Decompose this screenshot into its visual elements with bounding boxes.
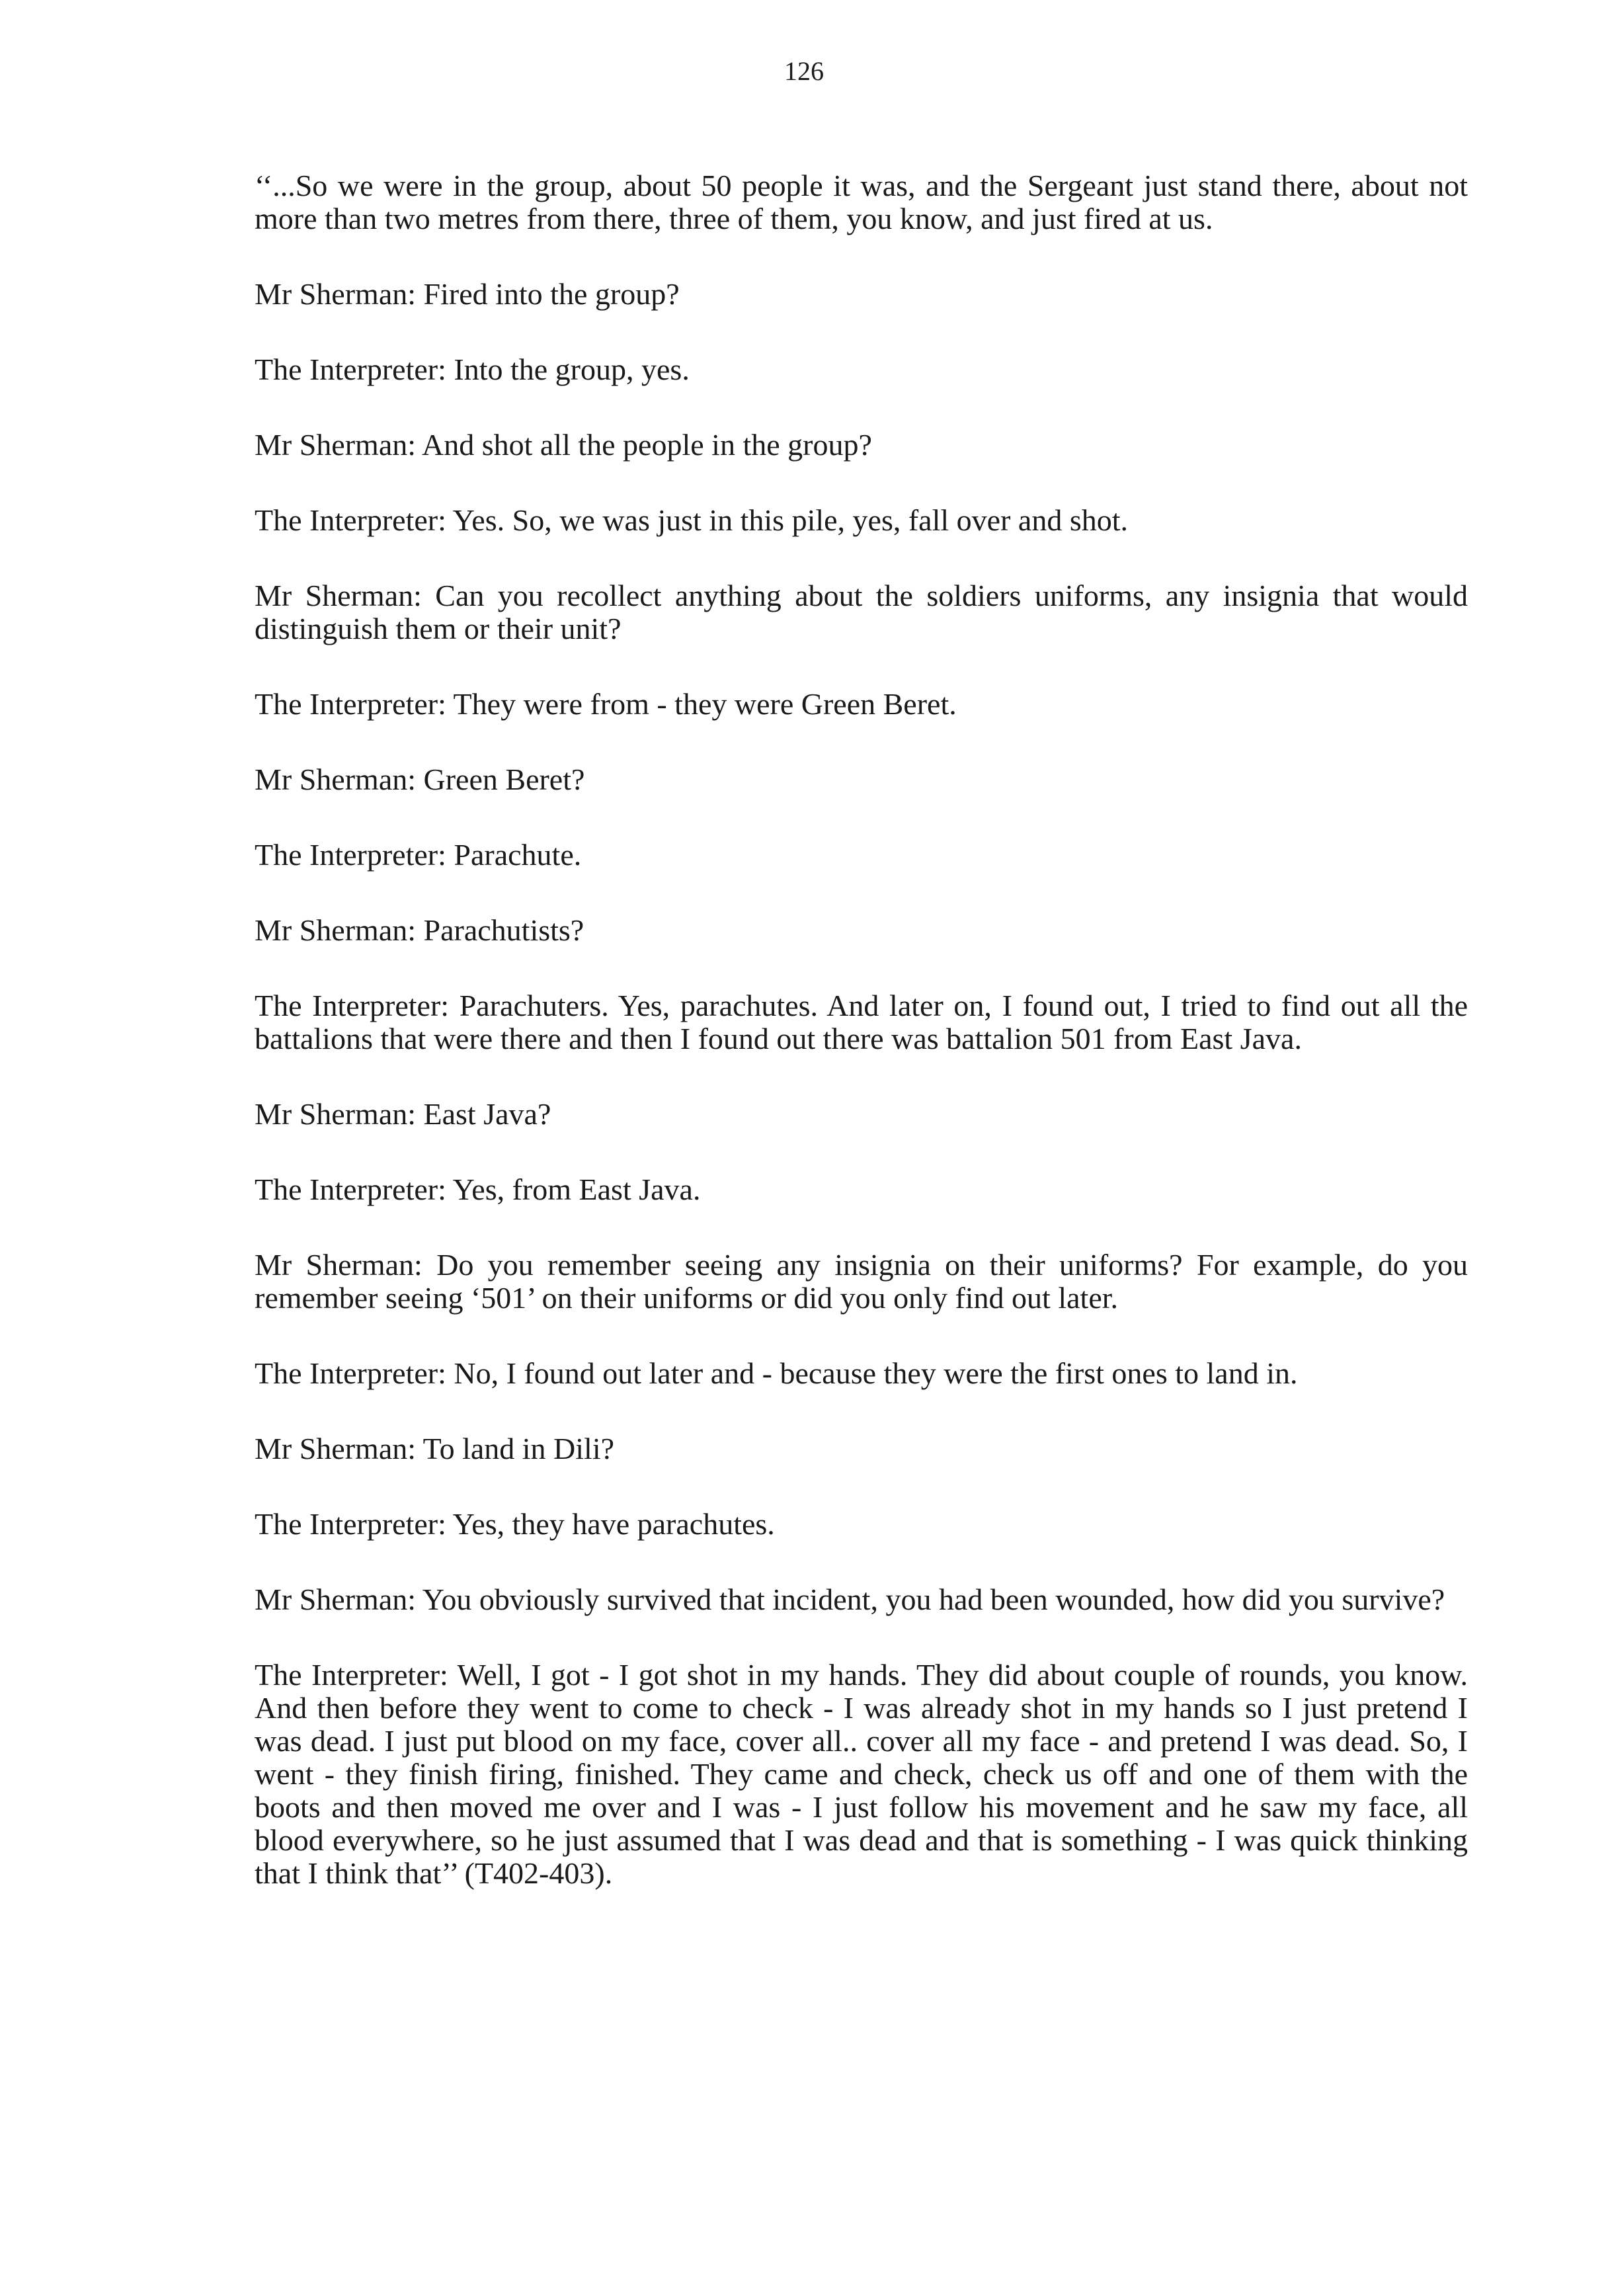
paragraph-interpreter-answer: The Interpreter: Into the group, yes. (255, 352, 690, 386)
paragraph-sherman-question: Mr Sherman: Green Beret? (255, 762, 585, 796)
transcript-body (255, 169, 1468, 1932)
paragraph-interpreter-answer: The Interpreter: They were from - they were Green Beret. (255, 687, 957, 721)
paragraph-interpreter-answer: The Interpreter: No, I found out later and - because they were the first ones to land in. (255, 1356, 1298, 1390)
paragraph-quote-opening: ‘‘...So we were in the group, about 50 people it was, and the Sergeant just stand there, about not more than two metres from there, three of them, you know, and just fired at us. (255, 169, 1468, 235)
paragraph-interpreter-answer-closing: The Interpreter: Well, I got - I got shot in my hands. They did about couple of rounds, you know. And then before they went to come to check - I was already shot in my hands so I just pretend I was dead. I just put blood on my face, cover all.. cover all my face - and pretend I was dead. So, I went - they finish firing, finished. They came and check, check us off and one of them with the boots and then moved me over and I was - I just follow his movement and he saw my face, all blood everywhere, so he just assumed that I was dead and that is something - I was quick thinking that I think that’’ (T402-403). (255, 1658, 1468, 1890)
paragraph-sherman-question: Mr Sherman: And shot all the people in the group? (255, 428, 872, 462)
paragraph-sherman-question: Mr Sherman: Fired into the group? (255, 277, 680, 311)
paragraph-interpreter-answer: The Interpreter: Yes, from East Java. (255, 1172, 701, 1206)
paragraph-interpreter-answer: The Interpreter: Parachuters. Yes, parachutes. And later on, I found out, I tried to find out all the battalions that were there and then I found out there was battalion 501 from East Java. (255, 989, 1468, 1055)
paragraph-interpreter-answer: The Interpreter: Yes, they have parachutes. (255, 1507, 775, 1541)
paragraph-interpreter-answer: The Interpreter: Yes. So, we was just in this pile, yes, fall over and shot. (255, 503, 1128, 537)
paragraph-sherman-question: Mr Sherman: To land in Dili? (255, 1432, 615, 1465)
paragraph-sherman-question: Mr Sherman: East Java? (255, 1097, 551, 1131)
page-number: 126 (784, 56, 824, 86)
paragraph-sherman-question: Mr Sherman: Can you recollect anything about the soldiers uniforms, any insignia that would distinguish them or their unit? (255, 579, 1468, 645)
paragraph-sherman-question: Mr Sherman: Do you remember seeing any insignia on their uniforms? For example, do you remember seeing ‘501’ on their uniforms or did you only find out later. (255, 1248, 1468, 1315)
paragraph-interpreter-answer: The Interpreter: Parachute. (255, 838, 582, 872)
paragraph-sherman-question: Mr Sherman: You obviously survived that incident, you had been wounded, how did you survive? (255, 1582, 1445, 1616)
paragraph-sherman-question: Mr Sherman: Parachutists? (255, 913, 584, 947)
